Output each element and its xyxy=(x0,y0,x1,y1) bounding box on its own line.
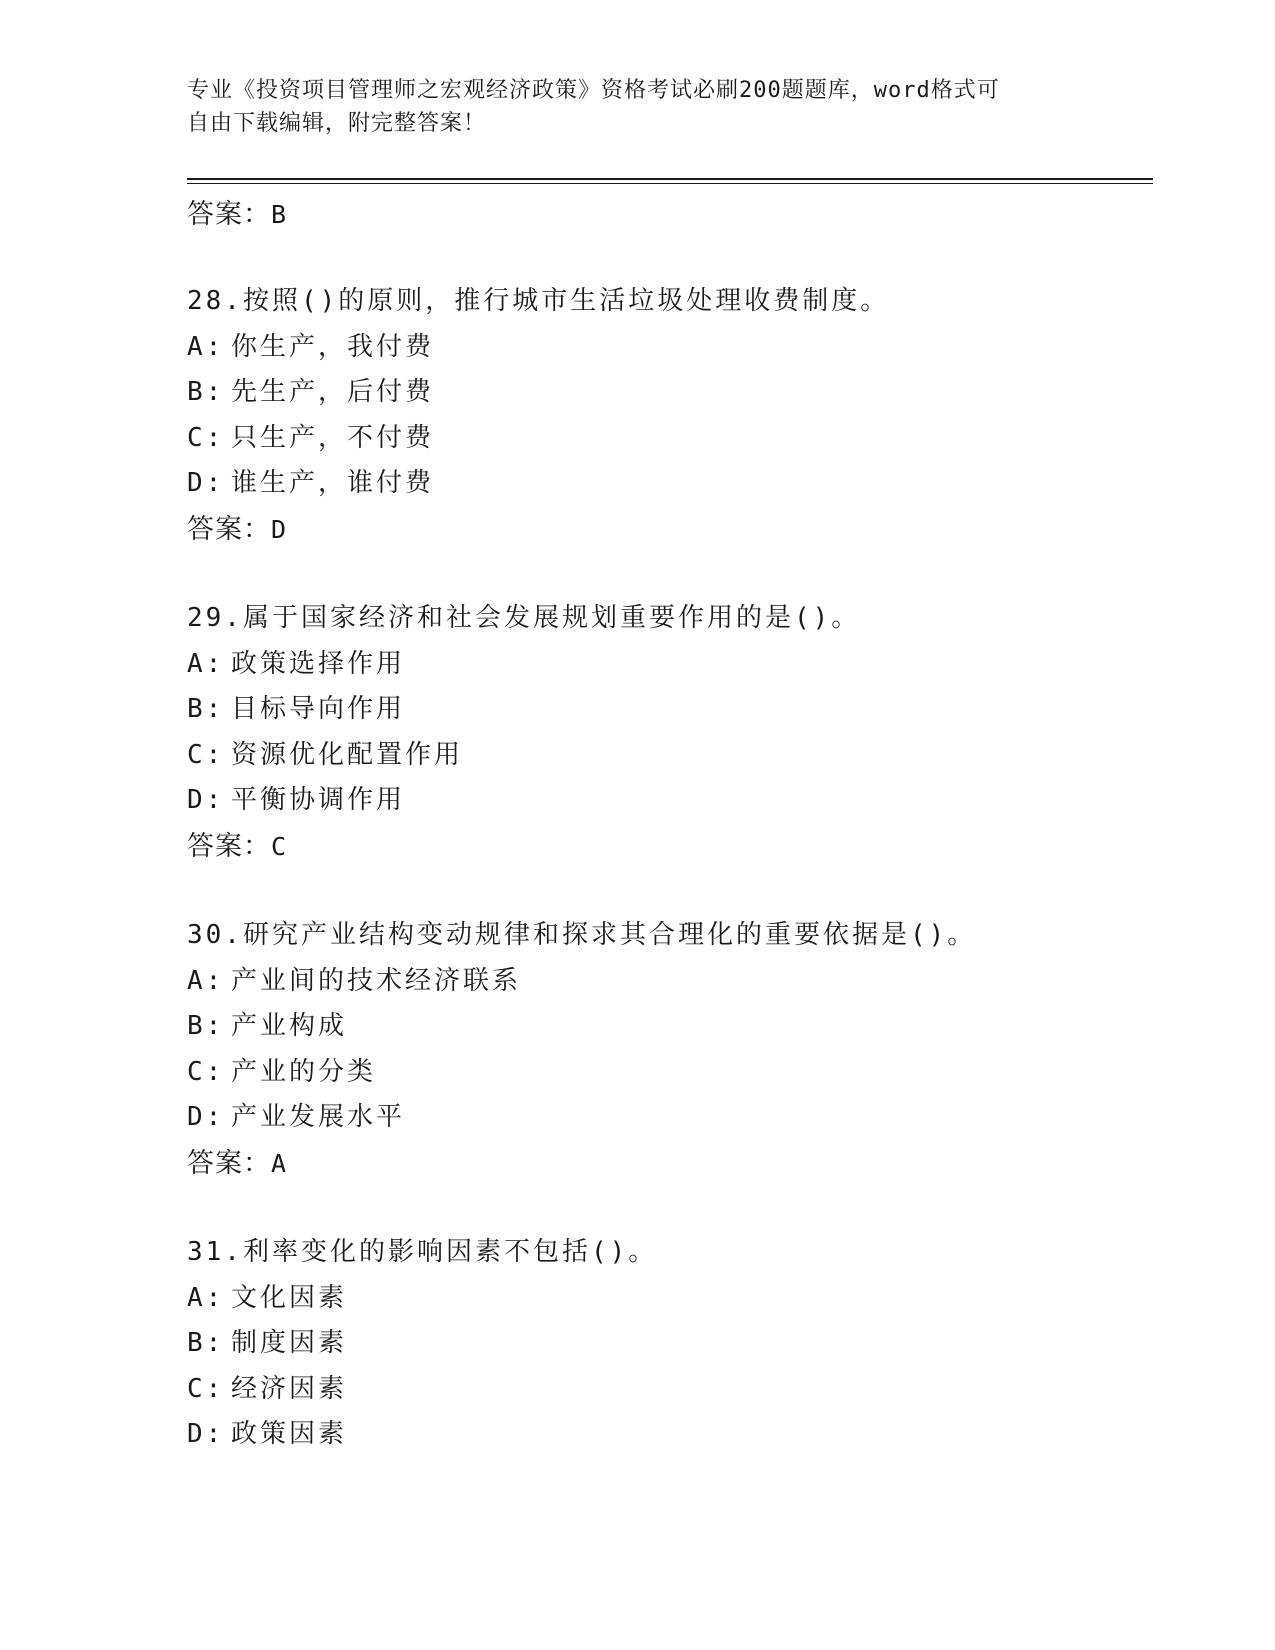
answer-value: D xyxy=(271,514,288,544)
question-list xyxy=(187,279,1153,1502)
question-stem: 30.研究产业结构变动规律和探求其合理化的重要依据是()。 xyxy=(187,920,977,950)
question-option xyxy=(187,1321,1153,1367)
question-stem: 31.利率变化的影响因素不包括()。 xyxy=(187,1237,658,1267)
answer-label: 答案： xyxy=(187,830,271,861)
option-letter: B: xyxy=(187,1011,225,1041)
question-block xyxy=(187,279,1153,552)
document-header xyxy=(187,74,1067,140)
option-letter: A: xyxy=(187,965,225,996)
question-option xyxy=(187,733,1153,779)
question-option xyxy=(187,370,1153,416)
option-letter: D: xyxy=(187,1419,225,1449)
question-option xyxy=(187,1050,1153,1096)
question-option xyxy=(187,1367,1153,1413)
option-text: 文化因素 xyxy=(231,1282,348,1313)
option-letter: D: xyxy=(187,785,225,815)
option-text: 平衡协调作用 xyxy=(231,785,406,815)
option-text: 产业发展水平 xyxy=(231,1102,406,1132)
option-letter: A: xyxy=(187,648,225,679)
option-text: 先生产，后付费 xyxy=(231,377,435,407)
answer-label: 答案： xyxy=(187,513,271,544)
question-stem: 28.按照()的原则，推行城市生活垃圾处理收费制度。 xyxy=(187,286,890,316)
option-text: 谁生产，谁付费 xyxy=(231,468,435,498)
option-text: 经济因素 xyxy=(231,1373,348,1404)
option-text: 制度因素 xyxy=(231,1328,348,1358)
answer-line xyxy=(187,1141,1153,1187)
question-block xyxy=(187,1230,1153,1458)
option-letter: A: xyxy=(187,331,225,362)
question-option xyxy=(187,959,1153,1005)
option-letter: A: xyxy=(187,1282,225,1313)
option-text: 产业的分类 xyxy=(231,1056,377,1087)
question-block xyxy=(187,596,1153,869)
option-text: 政策选择作用 xyxy=(231,648,406,679)
question-option xyxy=(187,778,1153,824)
question-option xyxy=(187,325,1153,371)
option-letter: D: xyxy=(187,468,225,498)
header-line-2: 自由下载编辑，附完整答案！ xyxy=(187,111,487,136)
option-letter: C: xyxy=(187,1056,225,1087)
answer-label: 答案： xyxy=(187,199,271,229)
answer-label: 答案： xyxy=(187,1147,271,1178)
option-text: 你生产，我付费 xyxy=(231,331,435,362)
option-letter: C: xyxy=(187,422,225,453)
header-divider xyxy=(187,178,1153,184)
answer-line xyxy=(187,824,1153,870)
question-option xyxy=(187,1095,1153,1141)
option-letter: B: xyxy=(187,1328,225,1358)
question-stem: 29.属于国家经济和社会发展规划重要作用的是()。 xyxy=(187,603,861,633)
question-option xyxy=(187,687,1153,733)
option-text: 产业构成 xyxy=(231,1011,348,1041)
option-text: 只生产，不付费 xyxy=(231,422,435,453)
option-letter: B: xyxy=(187,377,225,407)
option-letter: B: xyxy=(187,694,225,724)
header-line-1: 专业《投资项目管理师之宏观经济政策》资格考试必刷200题题库，word格式可 xyxy=(187,78,1000,103)
answer-value: B xyxy=(271,200,288,229)
option-letter: C: xyxy=(187,1373,225,1404)
option-letter: D: xyxy=(187,1102,225,1132)
answer-line xyxy=(187,192,287,238)
question-option xyxy=(187,416,1153,462)
option-text: 资源优化配置作用 xyxy=(231,739,464,770)
option-letter: C: xyxy=(187,739,225,770)
question-block xyxy=(187,913,1153,1186)
question-option xyxy=(187,642,1153,688)
question-option xyxy=(187,1276,1153,1322)
answer-value: C xyxy=(271,831,288,861)
question-option xyxy=(187,461,1153,507)
question-option xyxy=(187,1004,1153,1050)
answer-line xyxy=(187,507,1153,553)
answer-value: A xyxy=(271,1148,288,1178)
option-text: 目标导向作用 xyxy=(231,694,406,724)
option-text: 政策因素 xyxy=(231,1419,348,1449)
question-option xyxy=(187,1412,1153,1458)
option-text: 产业间的技术经济联系 xyxy=(231,965,522,996)
